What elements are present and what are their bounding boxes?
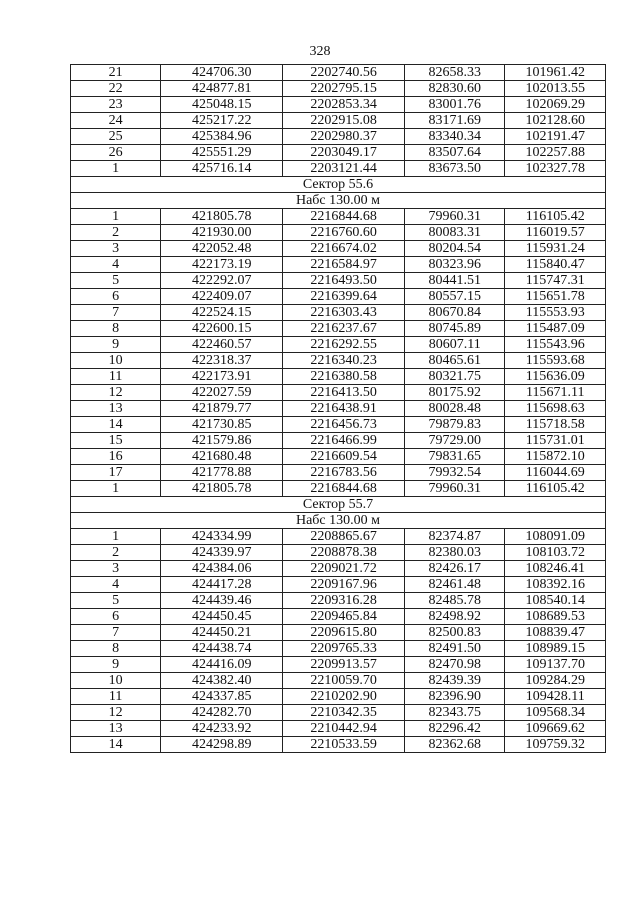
local-y-cell: 102191.47 <box>505 129 606 145</box>
point-number-cell: 5 <box>71 273 161 289</box>
y-coordinate-cell: 2202915.08 <box>283 113 405 129</box>
x-coordinate-cell: 424417.28 <box>161 577 283 593</box>
local-x-cell: 79960.31 <box>404 481 505 497</box>
point-number-cell: 10 <box>71 353 161 369</box>
point-number-cell: 2 <box>71 225 161 241</box>
y-coordinate-cell: 2216340.23 <box>283 353 405 369</box>
sector-title-row <box>71 497 606 513</box>
table-row <box>71 465 606 481</box>
table-row <box>71 353 606 369</box>
local-x-cell: 83507.64 <box>404 145 505 161</box>
y-coordinate-cell: 2203049.17 <box>283 145 405 161</box>
point-number-cell: 9 <box>71 657 161 673</box>
local-y-cell: 109137.70 <box>505 657 606 673</box>
point-number-cell: 4 <box>71 577 161 593</box>
point-number-cell: 13 <box>71 721 161 737</box>
point-number-cell: 24 <box>71 113 161 129</box>
y-coordinate-cell: 2216399.64 <box>283 289 405 305</box>
y-coordinate-cell: 2216674.02 <box>283 241 405 257</box>
table-row <box>71 321 606 337</box>
point-number-cell: 14 <box>71 737 161 753</box>
x-coordinate-cell: 424450.21 <box>161 625 283 641</box>
local-x-cell: 80028.48 <box>404 401 505 417</box>
x-coordinate-cell: 422052.48 <box>161 241 283 257</box>
table-row <box>71 481 606 497</box>
local-x-cell: 80175.92 <box>404 385 505 401</box>
local-x-cell: 83340.34 <box>404 129 505 145</box>
local-y-cell: 116044.69 <box>505 465 606 481</box>
point-number-cell: 6 <box>71 289 161 305</box>
sector-title: Сектор 55.6 <box>71 177 606 193</box>
y-coordinate-cell: 2208878.38 <box>283 545 405 561</box>
local-x-cell: 82491.50 <box>404 641 505 657</box>
sector-height-row <box>71 193 606 209</box>
point-number-cell: 12 <box>71 385 161 401</box>
point-number-cell: 6 <box>71 609 161 625</box>
table-row <box>71 129 606 145</box>
y-coordinate-cell: 2216292.55 <box>283 337 405 353</box>
local-y-cell: 108246.41 <box>505 561 606 577</box>
y-coordinate-cell: 2216844.68 <box>283 209 405 225</box>
local-y-cell: 108392.16 <box>505 577 606 593</box>
local-y-cell: 115487.09 <box>505 321 606 337</box>
x-coordinate-cell: 424298.89 <box>161 737 283 753</box>
table-row <box>71 449 606 465</box>
local-x-cell: 80557.15 <box>404 289 505 305</box>
x-coordinate-cell: 424382.40 <box>161 673 283 689</box>
page-number: 328 <box>309 44 331 59</box>
table-row <box>71 705 606 721</box>
point-number-cell: 8 <box>71 321 161 337</box>
table-group-sector-55-6 <box>71 209 606 497</box>
sector-title: Сектор 55.7 <box>71 497 606 513</box>
table-row <box>71 209 606 225</box>
point-number-cell: 1 <box>71 161 161 177</box>
table-row <box>71 337 606 353</box>
x-coordinate-cell: 422600.15 <box>161 321 283 337</box>
point-number-cell: 16 <box>71 449 161 465</box>
local-x-cell: 82500.83 <box>404 625 505 641</box>
y-coordinate-cell: 2210059.70 <box>283 673 405 689</box>
x-coordinate-cell: 421805.78 <box>161 481 283 497</box>
x-coordinate-cell: 421730.85 <box>161 417 283 433</box>
local-y-cell: 101961.42 <box>505 65 606 81</box>
x-coordinate-cell: 424450.45 <box>161 609 283 625</box>
point-number-cell: 11 <box>71 369 161 385</box>
x-coordinate-cell: 422318.37 <box>161 353 283 369</box>
table-row <box>71 401 606 417</box>
local-y-cell: 109568.34 <box>505 705 606 721</box>
local-x-cell: 80607.11 <box>404 337 505 353</box>
x-coordinate-cell: 421930.00 <box>161 225 283 241</box>
local-y-cell: 102327.78 <box>505 161 606 177</box>
local-x-cell: 83001.76 <box>404 97 505 113</box>
y-coordinate-cell: 2202980.37 <box>283 129 405 145</box>
sector-header-55-7 <box>71 497 606 529</box>
table-row <box>71 593 606 609</box>
local-x-cell: 80465.61 <box>404 353 505 369</box>
point-number-cell: 17 <box>71 465 161 481</box>
point-number-cell: 21 <box>71 65 161 81</box>
point-number-cell: 23 <box>71 97 161 113</box>
y-coordinate-cell: 2210202.90 <box>283 689 405 705</box>
table-row <box>71 257 606 273</box>
local-x-cell: 82343.75 <box>404 705 505 721</box>
y-coordinate-cell: 2216609.54 <box>283 449 405 465</box>
y-coordinate-cell: 2216380.58 <box>283 369 405 385</box>
y-coordinate-cell: 2216783.56 <box>283 465 405 481</box>
x-coordinate-cell: 422173.91 <box>161 369 283 385</box>
table-row <box>71 305 606 321</box>
x-coordinate-cell: 421579.86 <box>161 433 283 449</box>
local-y-cell: 115718.58 <box>505 417 606 433</box>
x-coordinate-cell: 425048.15 <box>161 97 283 113</box>
x-coordinate-cell: 424337.85 <box>161 689 283 705</box>
table-group-sector-55-7 <box>71 529 606 753</box>
local-x-cell: 82439.39 <box>404 673 505 689</box>
table-row <box>71 289 606 305</box>
point-number-cell: 7 <box>71 625 161 641</box>
local-x-cell: 80745.89 <box>404 321 505 337</box>
point-number-cell: 22 <box>71 81 161 97</box>
local-y-cell: 116105.42 <box>505 481 606 497</box>
local-x-cell: 82470.98 <box>404 657 505 673</box>
x-coordinate-cell: 424282.70 <box>161 705 283 721</box>
y-coordinate-cell: 2208865.67 <box>283 529 405 545</box>
point-number-cell: 2 <box>71 545 161 561</box>
local-y-cell: 115840.47 <box>505 257 606 273</box>
point-number-cell: 11 <box>71 689 161 705</box>
y-coordinate-cell: 2209465.84 <box>283 609 405 625</box>
local-y-cell: 109428.11 <box>505 689 606 705</box>
local-x-cell: 82658.33 <box>404 65 505 81</box>
y-coordinate-cell: 2216303.43 <box>283 305 405 321</box>
local-x-cell: 80083.31 <box>404 225 505 241</box>
x-coordinate-cell: 421680.48 <box>161 449 283 465</box>
local-x-cell: 80670.84 <box>404 305 505 321</box>
local-y-cell: 109669.62 <box>505 721 606 737</box>
x-coordinate-cell: 421805.78 <box>161 209 283 225</box>
x-coordinate-cell: 421778.88 <box>161 465 283 481</box>
table-row <box>71 609 606 625</box>
local-y-cell: 115651.78 <box>505 289 606 305</box>
local-x-cell: 80323.96 <box>404 257 505 273</box>
sector-height: Набс 130.00 м <box>71 193 606 209</box>
x-coordinate-cell: 424384.06 <box>161 561 283 577</box>
table-row <box>71 417 606 433</box>
x-coordinate-cell: 424706.30 <box>161 65 283 81</box>
sector-height: Набс 130.00 м <box>71 513 606 529</box>
sector-header-55-6 <box>71 177 606 209</box>
local-y-cell: 115553.93 <box>505 305 606 321</box>
local-y-cell: 116105.42 <box>505 209 606 225</box>
x-coordinate-cell: 424339.97 <box>161 545 283 561</box>
table-row <box>71 673 606 689</box>
local-y-cell: 108091.09 <box>505 529 606 545</box>
y-coordinate-cell: 2210533.59 <box>283 737 405 753</box>
y-coordinate-cell: 2216844.68 <box>283 481 405 497</box>
y-coordinate-cell: 2209765.33 <box>283 641 405 657</box>
x-coordinate-cell: 424439.46 <box>161 593 283 609</box>
y-coordinate-cell: 2210442.94 <box>283 721 405 737</box>
table-row <box>71 625 606 641</box>
point-number-cell: 25 <box>71 129 161 145</box>
point-number-cell: 3 <box>71 561 161 577</box>
local-x-cell: 82830.60 <box>404 81 505 97</box>
table-row <box>71 369 606 385</box>
y-coordinate-cell: 2209167.96 <box>283 577 405 593</box>
y-coordinate-cell: 2202853.34 <box>283 97 405 113</box>
local-x-cell: 82362.68 <box>404 737 505 753</box>
x-coordinate-cell: 425716.14 <box>161 161 283 177</box>
local-y-cell: 102128.60 <box>505 113 606 129</box>
coordinates-table <box>70 64 606 753</box>
x-coordinate-cell: 422524.15 <box>161 305 283 321</box>
local-x-cell: 82498.92 <box>404 609 505 625</box>
local-x-cell: 79932.54 <box>404 465 505 481</box>
point-number-cell: 7 <box>71 305 161 321</box>
local-y-cell: 102257.88 <box>505 145 606 161</box>
table-row <box>71 577 606 593</box>
local-y-cell: 116019.57 <box>505 225 606 241</box>
table-row <box>71 81 606 97</box>
local-x-cell: 82461.48 <box>404 577 505 593</box>
local-y-cell: 108989.15 <box>505 641 606 657</box>
point-number-cell: 3 <box>71 241 161 257</box>
local-y-cell: 108689.53 <box>505 609 606 625</box>
table-row <box>71 161 606 177</box>
local-x-cell: 79960.31 <box>404 209 505 225</box>
table-row <box>71 545 606 561</box>
local-y-cell: 115931.24 <box>505 241 606 257</box>
table-row <box>71 65 606 81</box>
local-y-cell: 115872.10 <box>505 449 606 465</box>
table-row <box>71 225 606 241</box>
point-number-cell: 8 <box>71 641 161 657</box>
point-number-cell: 1 <box>71 481 161 497</box>
y-coordinate-cell: 2209615.80 <box>283 625 405 641</box>
table-row <box>71 641 606 657</box>
point-number-cell: 1 <box>71 209 161 225</box>
local-x-cell: 83673.50 <box>404 161 505 177</box>
x-coordinate-cell: 424438.74 <box>161 641 283 657</box>
y-coordinate-cell: 2216456.73 <box>283 417 405 433</box>
table-row <box>71 721 606 737</box>
table-row <box>71 97 606 113</box>
table-row <box>71 385 606 401</box>
local-y-cell: 115636.09 <box>505 369 606 385</box>
local-x-cell: 79831.65 <box>404 449 505 465</box>
point-number-cell: 9 <box>71 337 161 353</box>
local-x-cell: 80204.54 <box>404 241 505 257</box>
y-coordinate-cell: 2209316.28 <box>283 593 405 609</box>
local-x-cell: 83171.69 <box>404 113 505 129</box>
local-y-cell: 115593.68 <box>505 353 606 369</box>
local-x-cell: 79729.00 <box>404 433 505 449</box>
y-coordinate-cell: 2210342.35 <box>283 705 405 721</box>
point-number-cell: 14 <box>71 417 161 433</box>
y-coordinate-cell: 2216413.50 <box>283 385 405 401</box>
point-number-cell: 1 <box>71 529 161 545</box>
y-coordinate-cell: 2209021.72 <box>283 561 405 577</box>
local-x-cell: 82426.17 <box>404 561 505 577</box>
local-y-cell: 102069.29 <box>505 97 606 113</box>
local-y-cell: 115747.31 <box>505 273 606 289</box>
table-row <box>71 561 606 577</box>
local-x-cell: 79879.83 <box>404 417 505 433</box>
table-row <box>71 689 606 705</box>
point-number-cell: 4 <box>71 257 161 273</box>
local-x-cell: 82396.90 <box>404 689 505 705</box>
table-row <box>71 273 606 289</box>
table-row <box>71 529 606 545</box>
point-number-cell: 10 <box>71 673 161 689</box>
local-y-cell: 109284.29 <box>505 673 606 689</box>
local-x-cell: 80321.75 <box>404 369 505 385</box>
local-y-cell: 108839.47 <box>505 625 606 641</box>
point-number-cell: 5 <box>71 593 161 609</box>
sector-title-row <box>71 177 606 193</box>
local-x-cell: 82296.42 <box>404 721 505 737</box>
table-row <box>71 737 606 753</box>
x-coordinate-cell: 424416.09 <box>161 657 283 673</box>
y-coordinate-cell: 2216584.97 <box>283 257 405 273</box>
local-y-cell: 115543.96 <box>505 337 606 353</box>
x-coordinate-cell: 422027.59 <box>161 385 283 401</box>
local-y-cell: 102013.55 <box>505 81 606 97</box>
x-coordinate-cell: 425551.29 <box>161 145 283 161</box>
x-coordinate-cell: 422460.57 <box>161 337 283 353</box>
local-y-cell: 115671.11 <box>505 385 606 401</box>
sector-height-row <box>71 513 606 529</box>
x-coordinate-cell: 421879.77 <box>161 401 283 417</box>
y-coordinate-cell: 2216760.60 <box>283 225 405 241</box>
y-coordinate-cell: 2216237.67 <box>283 321 405 337</box>
x-coordinate-cell: 425217.22 <box>161 113 283 129</box>
y-coordinate-cell: 2216493.50 <box>283 273 405 289</box>
local-x-cell: 82380.03 <box>404 545 505 561</box>
y-coordinate-cell: 2209913.57 <box>283 657 405 673</box>
local-y-cell: 108103.72 <box>505 545 606 561</box>
x-coordinate-cell: 422173.19 <box>161 257 283 273</box>
x-coordinate-cell: 422292.07 <box>161 273 283 289</box>
y-coordinate-cell: 2202740.56 <box>283 65 405 81</box>
x-coordinate-cell: 424233.92 <box>161 721 283 737</box>
local-x-cell: 82485.78 <box>404 593 505 609</box>
local-y-cell: 108540.14 <box>505 593 606 609</box>
table-row <box>71 241 606 257</box>
y-coordinate-cell: 2216466.99 <box>283 433 405 449</box>
x-coordinate-cell: 422409.07 <box>161 289 283 305</box>
point-number-cell: 13 <box>71 401 161 417</box>
x-coordinate-cell: 425384.96 <box>161 129 283 145</box>
x-coordinate-cell: 424334.99 <box>161 529 283 545</box>
y-coordinate-cell: 2216438.91 <box>283 401 405 417</box>
point-number-cell: 15 <box>71 433 161 449</box>
local-y-cell: 115731.01 <box>505 433 606 449</box>
table-row <box>71 113 606 129</box>
local-y-cell: 109759.32 <box>505 737 606 753</box>
y-coordinate-cell: 2203121.44 <box>283 161 405 177</box>
point-number-cell: 26 <box>71 145 161 161</box>
table-row <box>71 657 606 673</box>
point-number-cell: 12 <box>71 705 161 721</box>
local-x-cell: 80441.51 <box>404 273 505 289</box>
y-coordinate-cell: 2202795.15 <box>283 81 405 97</box>
table-row <box>71 433 606 449</box>
table-group-continued <box>71 65 606 177</box>
table-row <box>71 145 606 161</box>
local-y-cell: 115698.63 <box>505 401 606 417</box>
x-coordinate-cell: 424877.81 <box>161 81 283 97</box>
local-x-cell: 82374.87 <box>404 529 505 545</box>
